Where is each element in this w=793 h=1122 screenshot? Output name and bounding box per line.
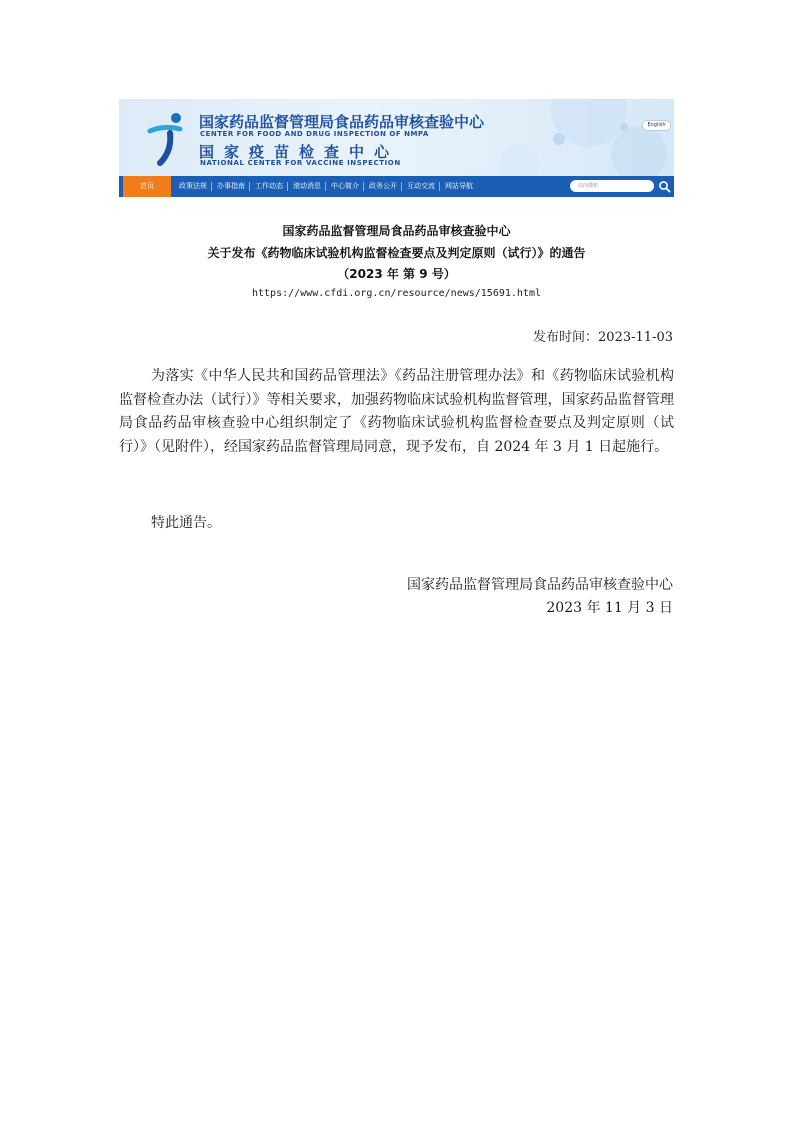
- english-button[interactable]: English: [642, 120, 671, 131]
- nav-item-public[interactable]: 政务公开: [364, 176, 402, 197]
- signature-date: 2023 年 11 月 3 日: [546, 600, 673, 616]
- site-title-cn: 国家药品监督管理局食品药品审核查验中心: [199, 113, 485, 131]
- source-url: https://www.cfdi.org.cn/resource/news/15691.html: [252, 288, 541, 299]
- publish-time: 发布时间：2023-11-03: [533, 330, 673, 345]
- site-title-en: CENTER FOR FOOD AND DRUG INSPECTION OF NMPA: [200, 130, 429, 138]
- site-subtitle-en: NATIONAL CENTER FOR VACCINE INSPECTION: [200, 159, 401, 167]
- notice-number: （2023 年 第 9 号）: [337, 267, 456, 281]
- nav-item-news[interactable]: 工作动态: [250, 176, 288, 197]
- nav-item-home[interactable]: 首页: [123, 176, 171, 197]
- search-input[interactable]: 站内搜索: [570, 180, 654, 192]
- search-icon[interactable]: [658, 180, 671, 193]
- nav-item-guide[interactable]: 办事指南: [212, 176, 250, 197]
- nav-item-sitemap[interactable]: 网站导航: [445, 182, 473, 190]
- nav-item-rolling[interactable]: 滚动消息: [288, 176, 326, 197]
- cfdi-logo-icon: [146, 111, 186, 167]
- closing-text: 特此通告。: [151, 515, 221, 531]
- notice-body: 为落实《中华人民共和国药品管理法》《药品注册管理办法》和《药物临床试验机构监督检查办法（试行）》等相关要求，加强药物临床试验机构监督管理，国家药品监督管理局食品药品审核查验中心组织制定了《药物临床试验机构监督检查要点及判定原则（试行）》（见附件），经国家药品监督管理局同意，现予发布，自 2024 年 3 月 1 日起施行。: [119, 368, 674, 455]
- signature-org: 国家药品监督管理局食品药品审核查验中心: [407, 577, 673, 593]
- main-nav: [119, 176, 674, 197]
- nav-item-about[interactable]: 中心简介: [326, 176, 364, 197]
- site-banner: [119, 99, 674, 197]
- nav-item-policy[interactable]: 政策法规: [174, 176, 212, 197]
- site-subtitle-cn: 国家疫苗检查中心: [199, 143, 400, 161]
- nav-item-interact[interactable]: 互动交流: [402, 176, 440, 197]
- notice-title: 关于发布《药物临床试验机构监督检查要点及判定原则（试行）》的通告: [207, 246, 586, 260]
- notice-issuer: 国家药品监督管理局食品药品审核查验中心: [282, 224, 511, 238]
